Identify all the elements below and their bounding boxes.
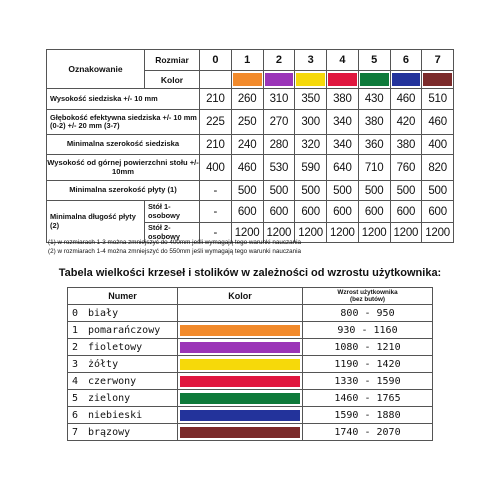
value-cell: 1200 (422, 223, 454, 243)
size-number: 6 (390, 50, 422, 71)
table-row (68, 373, 433, 390)
value-cell: 710 (358, 155, 390, 181)
size-number: 2 (263, 50, 295, 71)
value-cell: 280 (263, 135, 295, 155)
value-cell: 460 (422, 110, 454, 135)
height-range: 800 - 950 (303, 305, 433, 322)
header-numer: Numer (68, 288, 178, 305)
header-wzrost-line1: Wzrost użytkownika (337, 289, 398, 296)
footnote-1: (1) w rozmiarach 1-3 można zmniejszyć do 400mm jeśli wymagają tego warunki nauczania (48, 239, 302, 246)
color-swatch-cell (200, 71, 232, 89)
color-cell (178, 424, 303, 441)
value-cell: 380 (390, 135, 422, 155)
header-rozmiar: Rozmiar (145, 50, 200, 71)
size-number: 3 (72, 358, 79, 370)
table-row (68, 390, 433, 407)
value-cell: 500 (327, 181, 359, 201)
row-label: Minimalna długość płyty (2) (47, 201, 145, 243)
table-row (47, 135, 454, 155)
value-cell: 600 (422, 201, 454, 223)
value-cell: 760 (390, 155, 422, 181)
value-cell: 600 (295, 201, 327, 223)
value-cell: 210 (200, 135, 232, 155)
color-bar (180, 342, 300, 353)
table-row (68, 339, 433, 356)
size-number: 1 (72, 324, 79, 336)
header-kolor: Kolor (145, 71, 200, 89)
color-swatch (233, 73, 262, 86)
size-name-cell (68, 339, 178, 356)
value-cell: - (200, 223, 232, 243)
table-row (47, 155, 454, 181)
table-row (47, 181, 454, 201)
size-table (46, 49, 454, 243)
color-swatch (423, 73, 452, 86)
header-kolor: Kolor (178, 288, 303, 305)
color-cell (178, 339, 303, 356)
value-cell: 820 (422, 155, 454, 181)
value-cell: 600 (263, 201, 295, 223)
value-cell: 400 (422, 135, 454, 155)
table-row (68, 424, 433, 441)
row-label: Wysokość od górnej powierzchni stołu +/- 10mm (47, 155, 200, 181)
value-cell: 1200 (295, 223, 327, 243)
height-table (67, 287, 433, 441)
color-cell (178, 407, 303, 424)
value-cell: 320 (295, 135, 327, 155)
color-bar (180, 325, 300, 336)
value-cell: 500 (358, 181, 390, 201)
value-cell: 460 (390, 89, 422, 110)
table-row (47, 89, 454, 110)
header-wzrost (303, 288, 433, 305)
value-cell: 360 (358, 135, 390, 155)
color-name: brązowy (88, 426, 131, 438)
header-row (68, 288, 433, 305)
header-wzrost-line2: (bez butów) (350, 296, 385, 303)
value-cell: 500 (422, 181, 454, 201)
size-number: 3 (295, 50, 327, 71)
height-range: 1080 - 1210 (303, 339, 433, 356)
color-name: żółty (88, 358, 119, 370)
value-cell: 380 (358, 110, 390, 135)
header-row-sizes (47, 50, 454, 71)
color-name: czerwony (88, 375, 137, 387)
color-swatch (265, 73, 294, 86)
table-row (47, 201, 454, 223)
color-swatch (392, 73, 421, 86)
size-number: 7 (72, 426, 79, 438)
row-sublabel: Stół 1-osobowy (145, 201, 200, 223)
color-swatch-cell (390, 71, 422, 89)
size-name-cell (68, 407, 178, 424)
header-oznakowanie: Oznakowanie (47, 50, 145, 89)
value-cell: 640 (327, 155, 359, 181)
color-swatch-cell (358, 71, 390, 89)
value-cell: 340 (327, 135, 359, 155)
height-range: 1740 - 2070 (303, 424, 433, 441)
size-number: 7 (422, 50, 454, 71)
color-swatch-cell (295, 71, 327, 89)
size-number: 4 (72, 375, 79, 387)
height-range: 1190 - 1420 (303, 356, 433, 373)
value-cell: 350 (295, 89, 327, 110)
row-label: Minimalna szerokość płyty (1) (47, 181, 200, 201)
size-number: 4 (327, 50, 359, 71)
value-cell: 1200 (231, 223, 263, 243)
row-label: Minimalna szerokość siedziska (47, 135, 200, 155)
size-name-cell (68, 356, 178, 373)
value-cell: 500 (263, 181, 295, 201)
height-range: 1330 - 1590 (303, 373, 433, 390)
color-name: pomarańczowy (88, 324, 161, 336)
value-cell: 210 (200, 89, 232, 110)
size-number: 6 (72, 409, 79, 421)
value-cell: 310 (263, 89, 295, 110)
color-name: zielony (88, 392, 131, 404)
table-row (68, 407, 433, 424)
value-cell: 400 (200, 155, 232, 181)
row-label: Wysokość siedziska +/- 10 mm (47, 89, 200, 110)
height-table-title: Tabela wielkości krzeseł i stolików w zależności od wzrostu użytkownika: (58, 267, 442, 279)
row-label: Głębokość efektywna siedziska +/- 10 mm (0-2) +/- 20 mm (3-7) (47, 110, 200, 135)
color-bar (180, 393, 300, 404)
size-name-cell (68, 424, 178, 441)
value-cell: - (200, 181, 232, 201)
value-cell: 460 (231, 155, 263, 181)
value-cell: 260 (231, 89, 263, 110)
table-row (47, 110, 454, 135)
footnote-2: (2) w rozmiarach 1-4 można zmniejszyć do 550mm jeśli wymagają tego warunki nauczania (48, 248, 302, 255)
size-number: 5 (72, 392, 79, 404)
table-row (68, 322, 433, 339)
color-cell (178, 322, 303, 339)
value-cell: 500 (390, 181, 422, 201)
size-number: 1 (231, 50, 263, 71)
color-bar (180, 376, 300, 387)
value-cell: 590 (295, 155, 327, 181)
value-cell: 500 (295, 181, 327, 201)
value-cell: - (200, 201, 232, 223)
value-cell: 300 (295, 110, 327, 135)
size-number: 2 (72, 341, 79, 353)
size-number: 5 (358, 50, 390, 71)
color-swatch-cell (327, 71, 359, 89)
row-sublabel: Stół 2-osobowy (145, 223, 200, 243)
value-cell: 430 (358, 89, 390, 110)
value-cell: 600 (231, 201, 263, 223)
height-range: 1460 - 1765 (303, 390, 433, 407)
height-range: 1590 - 1880 (303, 407, 433, 424)
color-swatch (201, 73, 230, 86)
value-cell: 250 (231, 110, 263, 135)
value-cell: 340 (327, 110, 359, 135)
color-name: niebieski (88, 409, 143, 421)
value-cell: 420 (390, 110, 422, 135)
value-cell: 380 (327, 89, 359, 110)
value-cell: 1200 (263, 223, 295, 243)
value-cell: 270 (263, 110, 295, 135)
color-swatch (360, 73, 389, 86)
footnotes (48, 238, 301, 256)
color-swatch-cell (263, 71, 295, 89)
size-name-cell (68, 390, 178, 407)
size-number: 0 (72, 307, 79, 319)
value-cell: 600 (358, 201, 390, 223)
color-bar (180, 359, 300, 370)
color-bar (180, 308, 300, 319)
color-cell (178, 356, 303, 373)
value-cell: 1200 (358, 223, 390, 243)
color-swatch-cell (231, 71, 263, 89)
value-cell: 240 (231, 135, 263, 155)
color-cell (178, 390, 303, 407)
value-cell: 600 (390, 201, 422, 223)
value-cell: 500 (231, 181, 263, 201)
color-bar (180, 427, 300, 438)
color-cell (178, 373, 303, 390)
value-cell: 600 (327, 201, 359, 223)
table-row (68, 305, 433, 322)
color-swatch (328, 73, 357, 86)
color-swatch-cell (422, 71, 454, 89)
table-row (68, 356, 433, 373)
size-name-cell (68, 305, 178, 322)
value-cell: 1200 (390, 223, 422, 243)
value-cell: 225 (200, 110, 232, 135)
size-number: 0 (200, 50, 232, 71)
value-cell: 510 (422, 89, 454, 110)
color-bar (180, 410, 300, 421)
value-cell: 530 (263, 155, 295, 181)
value-cell: 1200 (327, 223, 359, 243)
size-name-cell (68, 373, 178, 390)
color-name: fioletowy (88, 341, 143, 353)
color-cell (178, 305, 303, 322)
color-name: biały (88, 307, 119, 319)
height-range: 930 - 1160 (303, 322, 433, 339)
color-swatch (296, 73, 325, 86)
size-name-cell (68, 322, 178, 339)
